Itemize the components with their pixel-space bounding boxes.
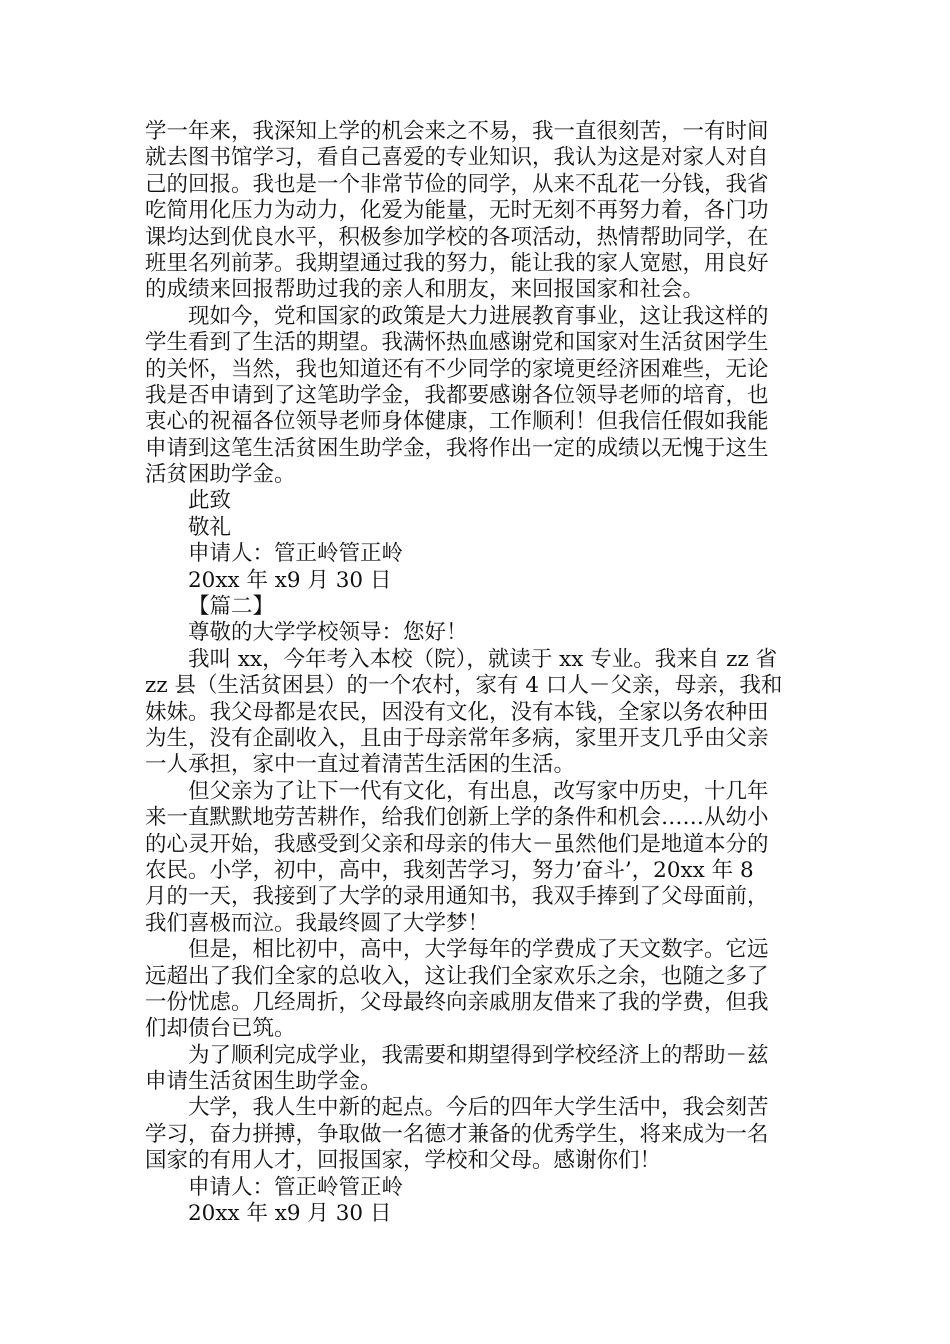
text-line: 吃简用化压力为动力，化爱为能量，无时无刻不再努力着，各门功	[145, 198, 769, 224]
text-line: 20xx 年 x9 月 30 日	[188, 567, 392, 593]
text-line: 的心灵开始，我感受到父亲和母亲的伟大－虽然他们是地道本分的	[145, 831, 769, 857]
text-line: 月的一天，我接到了大学的录用通知书，我双手捧到了父母面前，	[145, 884, 769, 910]
text-line: 为生，没有企副收入，且由于母亲常年多病，家里开支几乎由父亲	[145, 725, 769, 751]
text-line: 学一年来，我深知上学的机会来之不易，我一直很刻苦，一有时间	[145, 119, 769, 144]
text-line: 课均达到优良水平，积极参加学校的各项活动，热情帮助同学，在	[145, 224, 769, 250]
text-line: 申请人：管正岭管正岭	[188, 1174, 404, 1200]
text-line: 己的回报。我也是一个非常节俭的同学，从来不乱花一分钱，我省	[145, 171, 769, 197]
document-body	[145, 119, 815, 1227]
text-line: 但是，相比初中，高中，大学每年的学费成了天文数字。它远	[188, 937, 769, 963]
text-line: 现如今，党和国家的政策是大力进展教育事业，这让我这样的	[188, 303, 769, 329]
text-line: 我是否申请到了这笔助学金，我都要感谢各位领导老师的培育，也	[145, 382, 769, 408]
text-line: 远超出了我们全家的总收入，这让我们全家欢乐之余，也随之多了	[145, 963, 769, 989]
text-line: 农民。小学，初中，高中，我刻苦学习，努力’奋斗’，20xx 年 8	[145, 857, 754, 883]
text-line: 我叫 xx，今年考入本校（院），就读于 xx 专业。我来自 zz 省	[188, 646, 778, 672]
text-line: 一份忧虑。几经周折，父母最终向亲戚朋友借来了我的学费，但我	[145, 989, 769, 1015]
text-line: 申请生活贫困生助学金。	[145, 1069, 382, 1095]
text-line: 的成绩来回报帮助过我的亲人和朋友，来回报国家和社会。	[145, 277, 705, 303]
text-line: 班里名列前茅。我期望通过我的努力，能让我的家人宽慰，用良好	[145, 250, 769, 276]
text-line: 就去图书馆学习，看自己喜爱的专业知识，我认为这是对家人对自	[145, 145, 769, 171]
text-line: 我们喜极而泣。我最终圆了大学梦！	[145, 910, 490, 936]
text-line: 20xx 年 x9 月 30 日	[188, 1201, 392, 1227]
text-line: 但父亲为了让下一代有文化，有出息，改写家中历史，十几年	[188, 778, 769, 804]
text-line: 妹妹。我父母都是农民，因没有文化，没有本钱，全家以务农种田	[145, 699, 769, 725]
text-line: 国家的有用人才，回报国家，学校和父母。感谢你们！	[145, 1148, 662, 1174]
text-line: 来一直默默地劳苦耕作，给我们创新上学的条件和机会……从幼小	[145, 805, 769, 831]
text-line: 活贫困助学金。	[145, 462, 296, 488]
text-line: 们却债台已筑。	[145, 1016, 296, 1042]
text-line: 为了顺利完成学业，我需要和期望得到学校经济上的帮助－兹	[188, 1042, 769, 1068]
text-line: 衷心的祝福各位领导老师身体健康，工作顺利！但我信任假如我能	[145, 409, 769, 435]
text-line: 敬礼	[188, 514, 232, 540]
text-line: 学习，奋力拼搏，争取做一名德才兼备的优秀学生，将来成为一名	[145, 1121, 769, 1147]
text-line: zz 县（生活贫困县）的一个农村，家有 4 口人－父亲，母亲，我和	[145, 673, 783, 699]
text-line: 此致	[188, 488, 232, 514]
text-line: 尊敬的大学学校领导：您好！	[188, 620, 468, 646]
text-line: 申请到这笔生活贫困生助学金，我将作出一定的成绩以无愧于这生	[145, 435, 769, 461]
text-line: 大学，我人生中新的起点。今后的四年大学生活中，我会刻苦	[188, 1095, 769, 1121]
text-line: 【篇二】	[188, 594, 275, 620]
text-line: 一人承担，家中一直过着清苦生活困的生活。	[145, 752, 576, 778]
text-line: 的关怀，当然，我也知道还有不少同学的家境更经济困难些，无论	[145, 356, 769, 382]
text-line: 申请人：管正岭管正岭	[188, 541, 404, 567]
text-line: 学生看到了生活的期望。我满怀热血感谢党和国家对生活贫困学生	[145, 330, 769, 356]
